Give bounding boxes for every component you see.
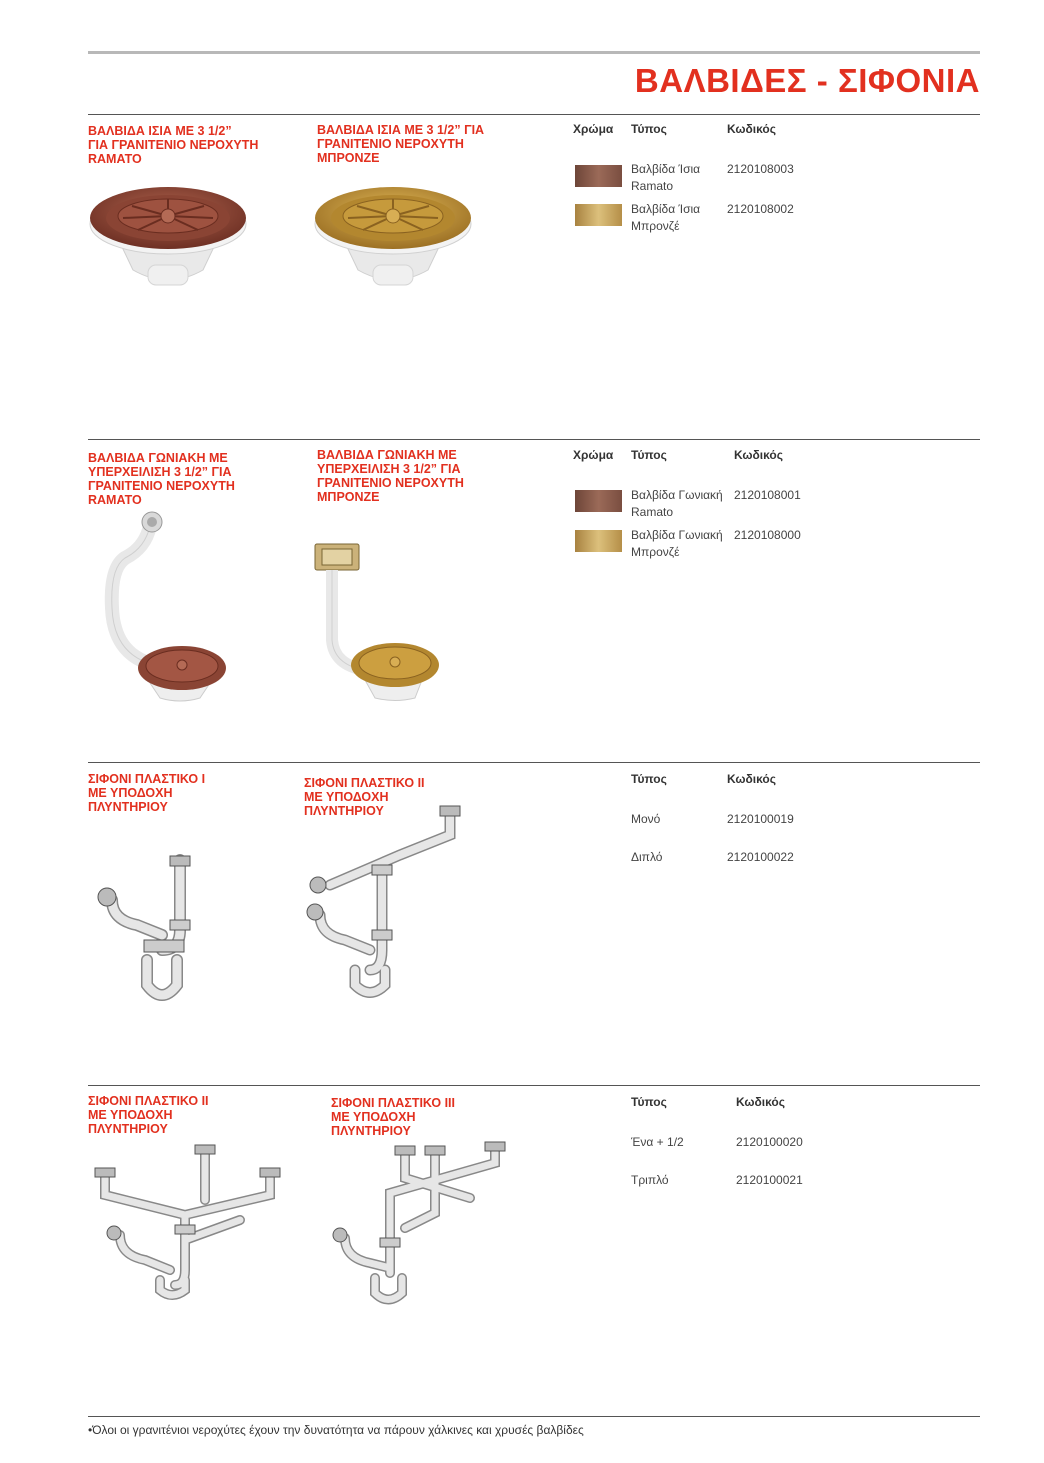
code-header: Κωδικός — [734, 448, 784, 462]
product-label: ΣΙΦΟΝΙ ΠΛΑΣΤΙΚΟ Ι ΜΕ ΥΠΟΔΟΧΗ ΠΛΥΝΤΗΡΙΟΥ — [88, 772, 206, 814]
single-siphon-icon — [92, 850, 202, 1010]
type-cell: Τριπλό — [631, 1173, 669, 1187]
section-divider — [88, 1085, 980, 1086]
product-label: ΒΑΛΒΙΔΑ ΓΩΝΙΑΚΗ ΜΕ ΥΠΕΡΧΕΙΛΙΣΗ 3 1/2” ΓΙΑ ΓΡΑΝΙΤΕΝΙΟ ΝΕΡΟΧΥΤΗ ΜΠΡΟΝΖΕ — [317, 448, 464, 504]
product-label: ΣΙΦΟΝΙ ΠΛΑΣΤΙΚΟ ΙΙ ΜΕ ΥΠΟΔΟΧΗ ΠΛΥΝΤΗΡΙΟΥ — [88, 1094, 209, 1136]
product-label: ΣΙΦΟΝΙ ΠΛΑΣΤΙΚΟ ΙΙ ΜΕ ΥΠΟΔΟΧΗ ΠΛΥΝΤΗΡΙΟΥ — [304, 776, 425, 818]
code-header: Κωδικός — [736, 1095, 786, 1109]
code-cell: 2120108003 — [727, 162, 794, 176]
copper-straight-valve-icon — [88, 180, 248, 292]
one-and-half-siphon-icon — [90, 1140, 290, 1300]
product-label: ΒΑΛΒΙΔΑ ΙΣΙΑ ΜΕ 3 1/2” ΓΙΑ ΓΡΑΝΙΤΕΝΙΟ ΝΕΡΟΧΥΤΗ RAMATO — [88, 124, 259, 166]
code-cell: 2120108002 — [727, 202, 794, 216]
page-title: ΒΑΛΒΙΔΕΣ - ΣΙΦΟΝΙΑ — [634, 62, 980, 99]
code-cell: 2120108001 — [734, 488, 801, 502]
section-divider — [88, 762, 980, 763]
product-label: ΒΑΛΒΙΔΑ ΙΣΙΑ ΜΕ 3 1/2” ΓΙΑ ΓΡΑΝΙΤΕΝΙΟ ΝΕΡΟΧΥΤΗ ΜΠΡΟΝΖΕ — [317, 123, 485, 165]
code-header: Κωδικός — [727, 122, 777, 136]
bronze-straight-valve-icon — [313, 180, 473, 292]
code-cell: 2120100022 — [727, 850, 794, 864]
footer-divider — [88, 1416, 980, 1417]
color-swatch-ramato — [575, 490, 622, 512]
color-swatch-bronze — [575, 204, 622, 226]
double-siphon-icon — [300, 800, 470, 1000]
type-cell: Μονό — [631, 812, 661, 826]
product-label: ΒΑΛΒΙΔΑ ΓΩΝΙΑΚΗ ΜΕ ΥΠΕΡΧΕΙΛΙΣΗ 3 1/2” ΓΙΑ ΓΡΑΝΙΤΕΝΙΟ ΝΕΡΟΧΥΤΗ RAMATO — [88, 451, 235, 507]
copper-angle-valve-icon — [100, 508, 230, 706]
type-header: Τύπος — [631, 1095, 667, 1109]
section-divider — [88, 114, 980, 115]
product-label: ΣΙΦΟΝΙ ΠΛΑΣΤΙΚΟ ΙΙΙ ΜΕ ΥΠΟΔΟΧΗ ΠΛΥΝΤΗΡΙΟΥ — [331, 1096, 455, 1138]
type-header: Τύπος — [631, 772, 667, 786]
type-cell: Βαλβίδα Ίσια Μπρονζέ — [631, 202, 701, 233]
type-header: Τύπος — [631, 122, 667, 136]
color-swatch-ramato — [575, 165, 622, 187]
code-header: Κωδικός — [727, 772, 777, 786]
top-rule — [88, 51, 980, 54]
type-header: Τύπος — [631, 448, 667, 462]
section-divider — [88, 439, 980, 440]
triple-siphon-icon — [330, 1138, 510, 1308]
color-swatch-bronze — [575, 530, 622, 552]
footnote: •Όλοι οι γρανιτένιοι νεροχύτες έχουν την δυνατότητα να πάρουν χάλκινες και χρυσές βαλβίδες — [88, 1423, 584, 1437]
color-header: Χρώμα — [573, 448, 614, 462]
type-cell: Διπλό — [631, 850, 663, 864]
code-cell: 2120100020 — [736, 1135, 803, 1149]
code-cell: 2120100021 — [736, 1173, 803, 1187]
type-cell: Βαλβίδα Γωνιακή Μπρονζέ — [631, 528, 723, 559]
code-cell: 2120108000 — [734, 528, 801, 542]
type-cell: Βαλβίδα Ίσια Ramato — [631, 162, 701, 193]
color-header: Χρώμα — [573, 122, 614, 136]
type-cell: Βαλβίδα Γωνιακή Ramato — [631, 488, 723, 519]
type-cell: Ένα + 1/2 — [631, 1135, 684, 1149]
code-cell: 2120100019 — [727, 812, 794, 826]
bronze-angle-valve-icon — [310, 540, 440, 705]
